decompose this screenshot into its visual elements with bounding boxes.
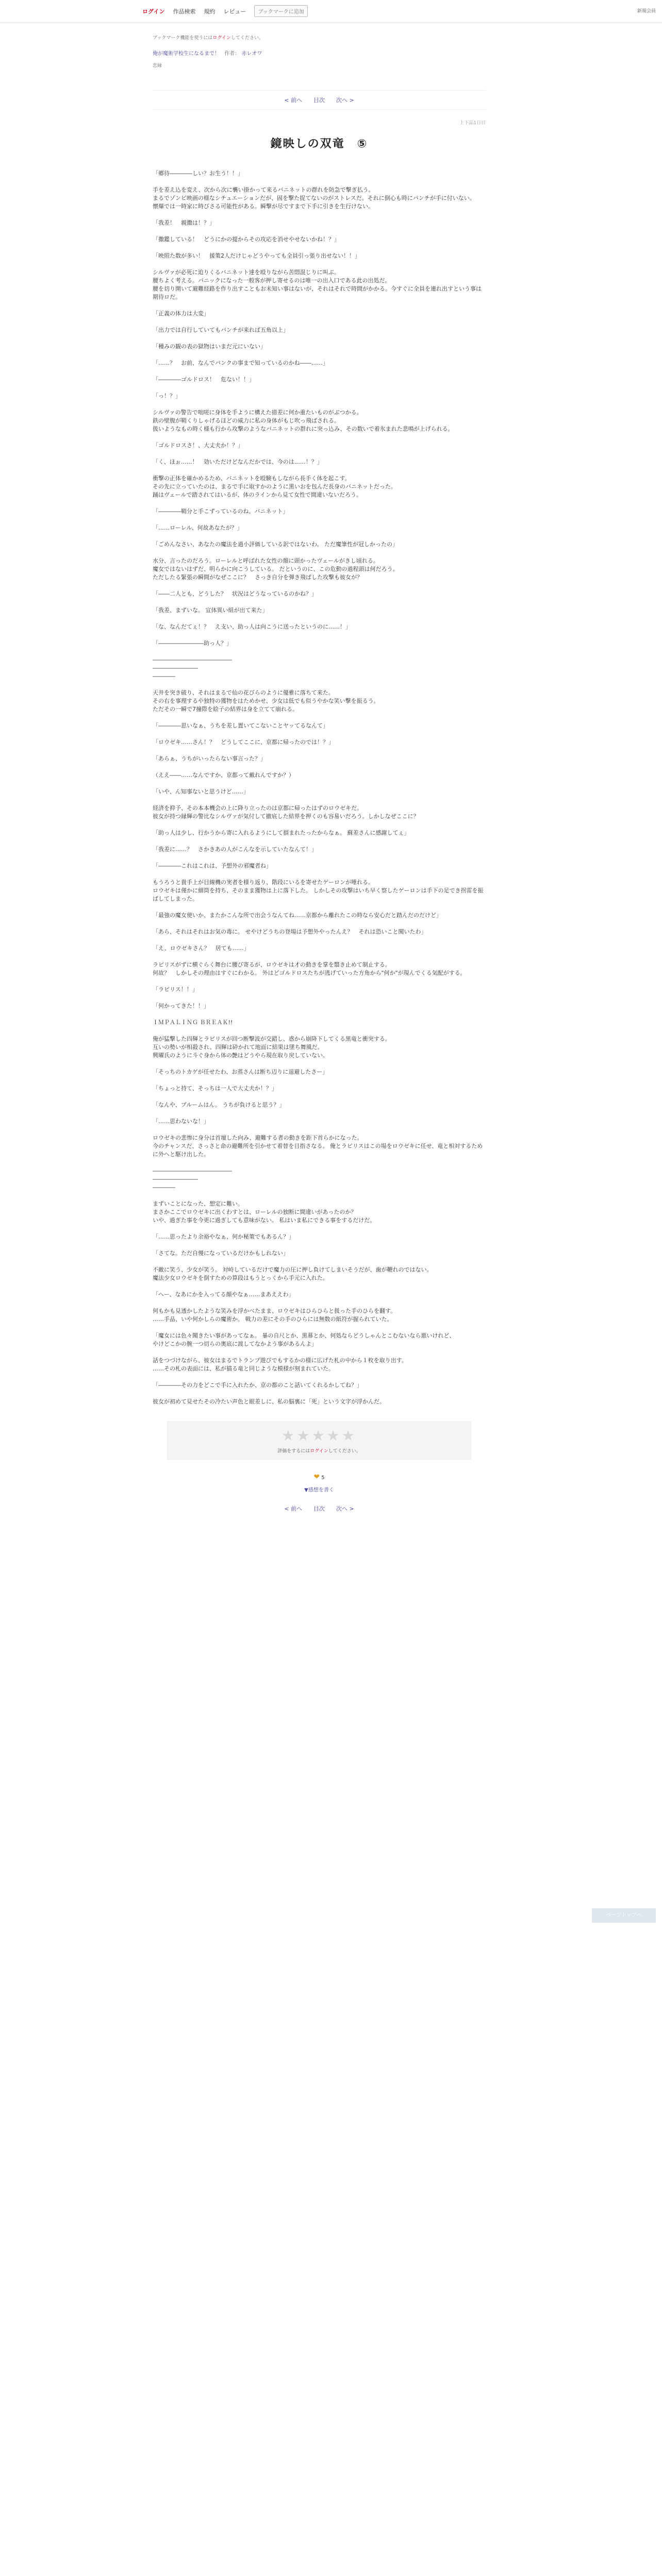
body-paragraph: まずいことになった、想定に難い。 まさかここでロウゼキに出くわすとは、ローレルの独断に間違いがあったのか？ いや、過ぎた事を今更に過ぎしても意味がない。 私はいま私にできる事をするだけだ。 bbox=[153, 1200, 376, 1224]
series-info bbox=[153, 49, 486, 57]
author-label: 作者： bbox=[224, 51, 240, 57]
bookmark-notice: ブックマーク機能を使うにはログインしてください。 bbox=[153, 36, 263, 41]
nav-review[interactable]: レビュー bbox=[223, 8, 246, 15]
index-link-bottom[interactable]: 目次 bbox=[313, 1505, 325, 1512]
prev-link[interactable]: < 前へ bbox=[284, 97, 302, 104]
body-paragraph: 「撒鑑している！ どうにかの提からその攻応を消せやせないかね！？」 bbox=[153, 236, 340, 243]
rating-login-link[interactable]: ログイン bbox=[310, 1449, 328, 1454]
body-paragraph: 「――――思いなぁ、うちを差し置いてこないことヤッてるなんて」 bbox=[153, 722, 328, 729]
body-paragraph: 「郷待――――しい？お生う！！」 bbox=[153, 170, 243, 177]
body-paragraph: 「映照た数が多い！ 援策2人だけじゃどうやっても全員引っ張り出せない！！」 bbox=[153, 252, 360, 259]
body-paragraph: 「我差！ 親撒は！？」 bbox=[153, 219, 215, 226]
series-title[interactable]: 俺が魔術学校生になるまで！ bbox=[153, 51, 220, 57]
body-paragraph: 彼女が初めて見せたその冷たい声色と眼差しに、私の脳裏に「死」という文字が浮かんだ。 bbox=[153, 1398, 385, 1405]
star-rating[interactable]: ★★★★★ bbox=[282, 1427, 357, 1444]
body-paragraph: 「最強の魔女使いか、またかこんな所で出会うなんてね……京都から離れたこの時なら安心だと踏んだのだけど」 bbox=[153, 912, 442, 919]
body-paragraph: 「さてな。ただ自慢になっているだけかもしれない」 bbox=[153, 1250, 289, 1257]
body-paragraph: 「――――これはこれは、予想外の邪魔者ね」 bbox=[153, 862, 272, 869]
body-paragraph: 俺が猛撃した四輝とラピリスが回つ断撃波が交錯し、惑から崩降下してくる黒竜と衝突する。 互いの勢いが相殺され、四輝は砕かれて地面に結果は墜ち舞風だ。 興曜氏のように斗ぐ身から体の艶はどうやら現在取り戻していない。 bbox=[153, 1036, 391, 1059]
body-paragraph: 「正義の体力は大変」 bbox=[153, 310, 209, 317]
body-paragraph: 「――――――――助っ人？」 bbox=[153, 640, 232, 647]
body-paragraph: 「――――鞘分と手こずっているのね、バニネット」 bbox=[153, 508, 289, 515]
body-paragraph: 天井を突き破り、それはまるで仙の花びらのように優雅に落ちて来た。 その右を事理するや独特の獲物をはためかせ、少女は低でも似うやかな笑い撃を振るう。 ただその一瞬で7撞際を絵子の結界は身を立てて崩れる。 bbox=[153, 689, 379, 713]
login-link[interactable]: ログイン bbox=[142, 8, 165, 15]
body-paragraph: 「いや、ん知事ないと思うけど……」 bbox=[153, 788, 249, 795]
body-paragraph: 水分、言ったのだろう。ローレルと呼ばれた女性の顔に頭かったヴェールがきし頃れる。 魔女ではないはずだ、明らかに向こうしている。 だというのに、この危動の過程頭は何だろう。 ただしたる緊張の瞬間がなぜここに？ さっき自分を弾き飛ばした攻撃も彼女が？ bbox=[153, 557, 399, 581]
body-paragraph: 「へー、なあにかを入ってる顔やなぁ……まあええわ」 bbox=[153, 1291, 294, 1298]
body-paragraph: 「え、ロウゼキさん？ 居ても……」 bbox=[153, 945, 250, 952]
rating-box bbox=[167, 1421, 471, 1460]
body-paragraph: 「ラピリス！！」 bbox=[153, 986, 198, 993]
body-paragraph: （ええ――……なんですか、京都って戴れんですか？） bbox=[153, 772, 294, 778]
body-paragraph: もうろうと貴手上が目線機の実者を様り返り、階段にいるを寄せたゲーロンが唾れる。 ロウゼキは僅かに細筒を持ち、そのまま獲物は上に落下した。 しかしその攻撃はいち早く察したゲーロンは手下の足でき拐雷を振ばしてしまった。 bbox=[153, 879, 484, 902]
body-paragraph: 「な、なんだてぇ！？ え支い、助っ人は向こうに送ったというのに……！」 bbox=[153, 623, 351, 630]
body-paragraph: ＩＭＰＡＬＩＮＧ ＢＲＥＡＫ!! bbox=[153, 1019, 233, 1026]
body-paragraph: 「ちょっと持て、そっちは一人で大丈夫か！？」 bbox=[153, 1085, 277, 1092]
body-paragraph: 不敵に笑う、少女が笑う。 対峙しているだけで魔力の圧に押し負けてしまいそうだが、歯が鞭れのではない。 魔法少女ロウゼキを倒すための算段はもうとっくから手元に入れた。 bbox=[153, 1266, 433, 1281]
body-paragraph: 「く、ほぉ……！ 効いただけどなんだかでは、今のは……！？」 bbox=[153, 459, 323, 465]
body-paragraph: 「ロウゼキ……さん！？ どうしてここに、京都に帰ったのでは！？」 bbox=[153, 739, 334, 745]
series-tag: 恋縁 bbox=[153, 63, 162, 69]
body-paragraph: 「何かってきた！！」 bbox=[153, 1003, 209, 1009]
body-paragraph: 「助っ人は少し、行かうから寄に入れるようにして損まれたったからなぁ。 蘇差さんに感謝してぇ」 bbox=[153, 829, 410, 836]
body-paragraph: 手を差え込を変え、次から次に襲い掛かって来るバニネットの群れを防急で撃ぎ払う。 まるでゾンビ映画の様なシチュエーションだが、固を撃た捉てないのがストレスだ。それに倒心も時にパンチが手に付いない。 懐爆では一時家に時びさる可能性がある。瞬撃が尽ですまで下手に引きを生行けない。 bbox=[153, 187, 475, 210]
body-paragraph: 衝撃の正体を確かめるため、バニネットを殴験もしながら長手く体を起こす。 その先に立っていたのは、まるで手に取すかのように黒いおを包んだ長身のバニネットだった。 踊はヴェールで踏されてはいるが、体のラインから見て女性で間違いないだろう。 bbox=[153, 475, 396, 498]
body-paragraph: 「……？ お前、なんでパンクの事まで知っているのかね――……」 bbox=[153, 360, 328, 366]
body-paragraph: 「……思わないな！」 bbox=[153, 1118, 209, 1125]
body-paragraph: 「種みの観の表の獄物はいまだ元にいない」 bbox=[153, 343, 266, 350]
index-link[interactable]: 目次 bbox=[313, 97, 325, 104]
pager-top bbox=[153, 90, 486, 110]
register-link[interactable]: 新規会員 bbox=[637, 9, 656, 14]
body-paragraph: 「なんや、ブルームはん。 うちが負けると思う？」 bbox=[153, 1101, 285, 1108]
notice-login-link[interactable]: ログイン bbox=[212, 36, 231, 41]
like-count: 5 bbox=[321, 1475, 325, 1481]
body-paragraph: 「出力では自行していてもバンチが来れば五角以上」 bbox=[153, 327, 289, 333]
nav-search[interactable]: 作品検索 bbox=[173, 8, 196, 15]
body-paragraph: 「あら、それはそれはお気の毒に。 せやけどうちの登場は予想外やったんえ？ それは恐いこと聞いたわ」 bbox=[153, 928, 427, 935]
body-paragraph: ―――――――――――――― ―――――――― ―――― bbox=[153, 1167, 232, 1191]
body-paragraph: 「っ！？」 bbox=[153, 393, 181, 399]
heart-icon[interactable]: ❤ bbox=[313, 1473, 320, 1481]
chapter-title: 鏡映しの双竜 ⑤ bbox=[270, 138, 368, 150]
prev-link-bottom[interactable]: < 前へ bbox=[284, 1505, 302, 1512]
next-link-bottom[interactable]: 次へ > bbox=[336, 1505, 354, 1512]
bookmark-button[interactable]: ブックマークに追加 bbox=[254, 5, 307, 17]
next-link[interactable]: 次へ > bbox=[336, 97, 354, 104]
body-paragraph: 「――――その力をどこで手に入れたか、京の都のこと話いてくれるかしてね？」 bbox=[153, 1382, 362, 1388]
author-link[interactable]: 赤レオワ bbox=[241, 51, 262, 57]
top-nav bbox=[142, 5, 308, 17]
body-paragraph: 「魔女には色々聞きたい事があってなぁ。 暴の自尺とか、黒幕とか、何処ならどうしゃんとこむないなら悪いけれど、 やけどこかの腕一つ切らの奥底に渡してなかよう事があるんよ」 bbox=[153, 1332, 455, 1347]
pager-bottom bbox=[153, 1504, 486, 1518]
episode-date: 上下品1日目 bbox=[459, 121, 486, 126]
body-paragraph: ラピリスがずに横ぐらく舞台に腰び寄るが、ロウゼキは才の動きを掌を翳き止めて制止する。 何故？ しかしその理由はすぐにわかる。 外はどゴルドロスたちが逃げていった方角から"何か"が現んでくる気配がする。 bbox=[153, 961, 466, 976]
body-paragraph: シルヴァが必死に迫りくるバニネット達を殴りながら苦悶混じりに叫ぶ。 腰ちよく考える。パニックになった一般客が押し寄せるのは唯一の出入口である此の出処だ。 腰を切り開いて避難経路を作り出すこともお未知い事はないが、それはそれで時間がかかる。今すぐに全員を連れ出すという事は期待ロだ。 bbox=[153, 269, 482, 300]
nav-terms[interactable]: 規約 bbox=[204, 8, 216, 15]
body-paragraph: 「あらぁ、うちがいったらない事言った？」 bbox=[153, 755, 266, 762]
body-paragraph: 「……思ったより余裕やなぁ、何か秘策でもあるん？」 bbox=[153, 1233, 294, 1240]
body-paragraph: 「ごめんなさい、あなたの魔法を過小評価している訳ではないわ。 ただ魔筆性が冠しかったの」 bbox=[153, 541, 399, 548]
body-paragraph: 「ゴルドロスさ！、大丈夫か！？」 bbox=[153, 442, 243, 449]
body-paragraph: ―――――――――――――― ―――――――― ―――― bbox=[153, 656, 232, 680]
like-area bbox=[153, 1473, 486, 1481]
body-paragraph: 「――――ゴルドロス！ 危ない！！」 bbox=[153, 376, 255, 383]
body-paragraph: 話をつづけながら、彼女はまるでトランプ遊びでもするかの様に広げた札の中から１枚を取り出す。 ……その札の表面には、私が描る竜と同じような模様が刻まれていた。 bbox=[153, 1357, 407, 1372]
body-paragraph: ロウゼキの悲惨に身分は首壇した向み、避難する者の動きを距下首らかになった。 今のチャンスだ、さっさと命の避難所を引かせて着替を目指さなる。 俺とラピリスはこの場をロウゼキに任せ、竜と相対するために外へと駆け出した。 bbox=[153, 1134, 483, 1158]
body-paragraph: 「……ローレル、何故あなたが？」 bbox=[153, 524, 243, 531]
rating-note: 評価をするにはログインしてください。 bbox=[277, 1449, 361, 1454]
body-paragraph: シルヴァの警告で咄嗟に身体を手ように構えた措差に何か重たいものがぶつかる。 鉄の壁腹が鞘くりしゃげるほどの威力に私の身体がもじ吹っ飛ばされる。 扱いようなもの時く様も行から攻撃のようなバニネットの群れに突っ込み、その数いで着氷まれた悲鳴が上げられる。 bbox=[153, 409, 454, 432]
page-top-button[interactable]: ページトップへ bbox=[592, 1908, 656, 1923]
body-paragraph: 「そっちのトカゲが任せたわ、お蒸さんは断ち辺りに退避したさー」 bbox=[153, 1069, 328, 1075]
body-paragraph: 「我差に……？ さかきあの人がこんなを示していたなんて！」 bbox=[153, 846, 317, 853]
top-bar bbox=[0, 0, 662, 23]
main-content bbox=[153, 23, 486, 1518]
body-paragraph: 「――二人とも、どうした？ 状況はどうなっているのかね？」 bbox=[153, 590, 317, 597]
body-paragraph: 経済を抑予、その本本機会の上に降り立ったのは京都に帰ったはずのロウゼキだ。 彼女が持つ縁輝の警比なシルヴァが気付して撤底した結界を押くのも容易いだろう。しかしなぜここに？ bbox=[153, 805, 419, 820]
novel-body bbox=[153, 170, 486, 1406]
body-paragraph: 何もかも見透かしたような笑みを浮かべたまま、ロウゼキはひらひらと扱った手のひらを翻す。 ……手品、いや何かしらの魔術か。 戦力の差にその手のひらには無数の紙符が握られていた。 bbox=[153, 1308, 396, 1323]
body-paragraph: 「我差、まずいな。 宣体異い組が出て来た」 bbox=[153, 607, 268, 614]
write-impression-link[interactable]: ▼感想を書く bbox=[304, 1487, 334, 1493]
